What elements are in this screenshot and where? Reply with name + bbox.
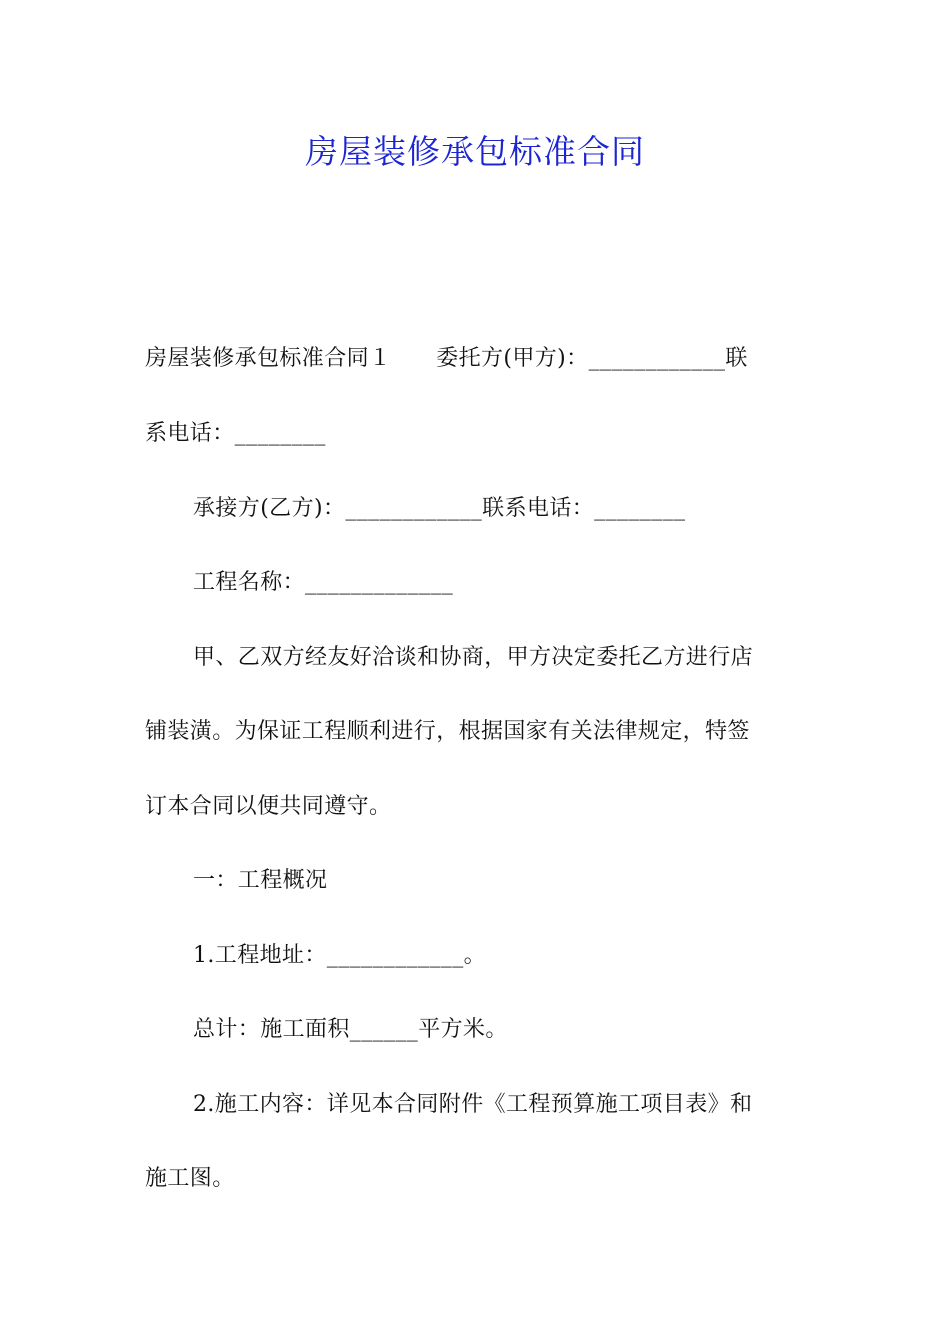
document-title: 房屋装修承包标准合同 [305,132,645,171]
paragraph-line-12: 施工图。 [145,1166,235,1191]
paragraph-line-1: 房屋装修承包标准合同１ 委托方(甲方)：____________联 [145,346,748,371]
paragraph-line-9: 1.工程地址：____________。 [193,943,486,968]
paragraph-line-11: 2.施工内容：详见本合同附件《工程预算施工项目表》和 [193,1092,753,1117]
paragraph-line-7: 订本合同以便共同遵守。 [145,794,392,819]
section-heading: 一：工程概况 [193,868,328,893]
paragraph-line-3: 承接方(乙方)：____________联系电话：________ [193,496,686,521]
paragraph-line-10: 总计：施工面积______平方米。 [193,1017,508,1042]
paragraph-line-2: 系电话：________ [145,421,326,446]
paragraph-line-4: 工程名称：_____________ [193,570,454,595]
paragraph-line-5: 甲、乙双方经友好洽谈和协商，甲方决定委托乙方进行店 [193,645,754,670]
paragraph-line-6: 铺装潢。为保证工程顺利进行，根据国家有关法律规定，特签 [145,719,750,744]
